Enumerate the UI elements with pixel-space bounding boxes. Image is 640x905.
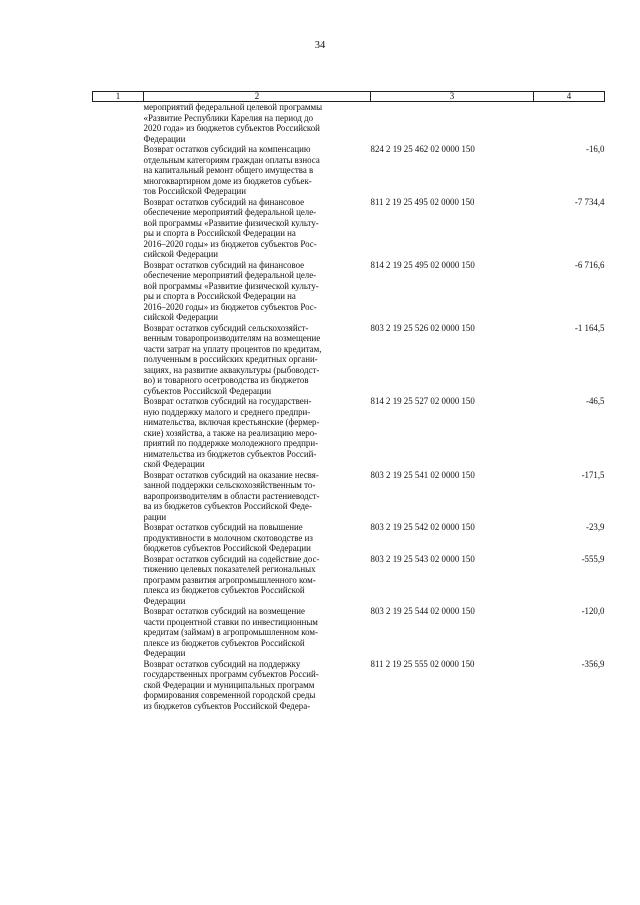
spacer-cell <box>93 522 144 554</box>
column-header-4: 4 <box>534 92 605 102</box>
header-row <box>93 92 605 102</box>
amount-value: -171,5 <box>581 469 605 480</box>
amount-value: -23,9 <box>586 522 605 532</box>
budget-table <box>92 91 605 711</box>
budget-code: 811 2 19 25 495 02 0000 150 <box>370 196 475 207</box>
spacer-cell <box>93 396 144 470</box>
amount-value: -16,0 <box>586 144 605 154</box>
row-description: Возврат остатков субсидий на финансовое обеспечение мероприятий федеральной целе- вой программы «Развитие физической культу- ры и спорта в Российской Федерации на 2016–2020 годы» из бюджетов субъектов Рос- сийской Федерации <box>143 259 319 322</box>
column-header-1: 1 <box>93 92 144 102</box>
spacer-cell <box>93 554 144 607</box>
table-row <box>93 396 605 470</box>
row-description: Возврат остатков субсидий на повышение продуктивности в молочном скотоводстве из бюджетов субъектов Российской Федерации <box>143 522 313 553</box>
row-description: мероприятий федеральной целевой программы «Развитие Республики Карелия на период до 2020 года» из бюджетов субъектов Российской Федерации <box>143 102 323 144</box>
spacer-cell <box>93 102 144 145</box>
table-row <box>93 659 605 712</box>
page-number: 34 <box>314 40 326 51</box>
amount-value: -555,9 <box>581 553 605 564</box>
table-row <box>93 323 605 397</box>
amount-value: -120,0 <box>581 606 605 616</box>
budget-code: 824 2 19 25 462 02 0000 150 <box>370 144 475 154</box>
row-description: Возврат остатков субсидий на возмещение части процентной ставки по инвестиционным кредитам (займам) в агропромышленном ком- плексе из бюджетов субъектов Российской Федерации <box>143 606 318 658</box>
row-description: Возврат остатков субсидий на финансовое обеспечение мероприятий федеральной целе- вой программы «Развитие физической культу- ры и спорта в Российской Федерации на 2016–2020 годы» из бюджетов субъектов Рос- сийской Федерации <box>143 196 319 259</box>
row-description: Возврат остатков субсидий на содействие дос- тижению целевых показателей региональных программ развития агропромышленного ком- плекса из бюджетов субъектов Российской Федерации <box>143 553 320 606</box>
amount-value: -6 716,6 <box>574 259 605 270</box>
row-description: Возврат остатков субсидий сельскохозяйст- венным товаропроизводителям на возмещение части затрат на уплату процентов по кредитам, полученным в российских кредитных органи- зациях, на развитие аквакультуры (рыбоводст- во) и товарного осетроводства из бюджетов субъектов Российской Федерации <box>143 322 322 396</box>
amount-value: -356,9 <box>581 658 605 669</box>
budget-code: 814 2 19 25 527 02 0000 150 <box>370 396 475 406</box>
table-row <box>93 260 605 323</box>
spacer-cell <box>93 606 144 659</box>
budget-code: 803 2 19 25 526 02 0000 150 <box>370 322 475 333</box>
budget-code: 803 2 19 25 544 02 0000 150 <box>370 606 475 616</box>
budget-code: 814 2 19 25 495 02 0000 150 <box>370 259 475 270</box>
row-description: Возврат остатков субсидий на государствен- ную поддержку малого и среднего предпри- нимательства, включая крестьянские (фермер- ские) хозяйства, а также на реализацию меро- приятий по поддержке молодежного предпри- нимательства из бюджетов субъектов Россий- ской Федерации <box>143 396 320 469</box>
spacer-cell <box>93 260 144 323</box>
row-description: Возврат остатков субсидий на поддержку государственных программ субъектов Россий- ской Федерации и муниципальных программ формирования современной городской среды из бюджетов субъектов Российской Федера- <box>143 658 319 711</box>
budget-code <box>371 102 534 145</box>
amount-value: -46,5 <box>586 396 605 406</box>
table-row <box>93 197 605 260</box>
budget-code: 803 2 19 25 541 02 0000 150 <box>370 469 475 480</box>
table-body <box>93 102 605 712</box>
table-row <box>93 102 605 145</box>
table-row <box>93 606 605 659</box>
amount-value: -1 164,5 <box>574 322 605 333</box>
column-header-3: 3 <box>371 92 534 102</box>
amount-value <box>534 102 605 145</box>
spacer-cell <box>93 659 144 712</box>
spacer-cell <box>93 323 144 397</box>
table-row <box>93 554 605 607</box>
amount-value: -7 734,4 <box>574 196 605 207</box>
row-description: Возврат остатков субсидий на оказание несвя- занной поддержки сельскохозяйственным то- варопроизводителям в области растениеводст- ва из бюджетов субъектов Российской Феде- рации <box>143 469 320 522</box>
table-row <box>93 522 605 554</box>
row-description: Возврат остатков субсидий на компенсацию отдельным категориям граждан оплаты взноса на капитальный ремонт общего имущества в многоквартирном доме из бюджетов субъек- тов Российской Федерации <box>143 144 320 196</box>
spacer-cell <box>93 144 144 197</box>
column-header-2: 2 <box>144 92 371 102</box>
spacer-cell <box>93 470 144 523</box>
budget-code: 803 2 19 25 542 02 0000 150 <box>370 522 475 532</box>
table-header <box>93 92 605 102</box>
budget-code: 803 2 19 25 543 02 0000 150 <box>370 553 475 564</box>
table-row <box>93 470 605 523</box>
budget-code: 811 2 19 25 555 02 0000 150 <box>370 658 475 669</box>
spacer-cell <box>93 197 144 260</box>
table-row <box>93 144 605 197</box>
